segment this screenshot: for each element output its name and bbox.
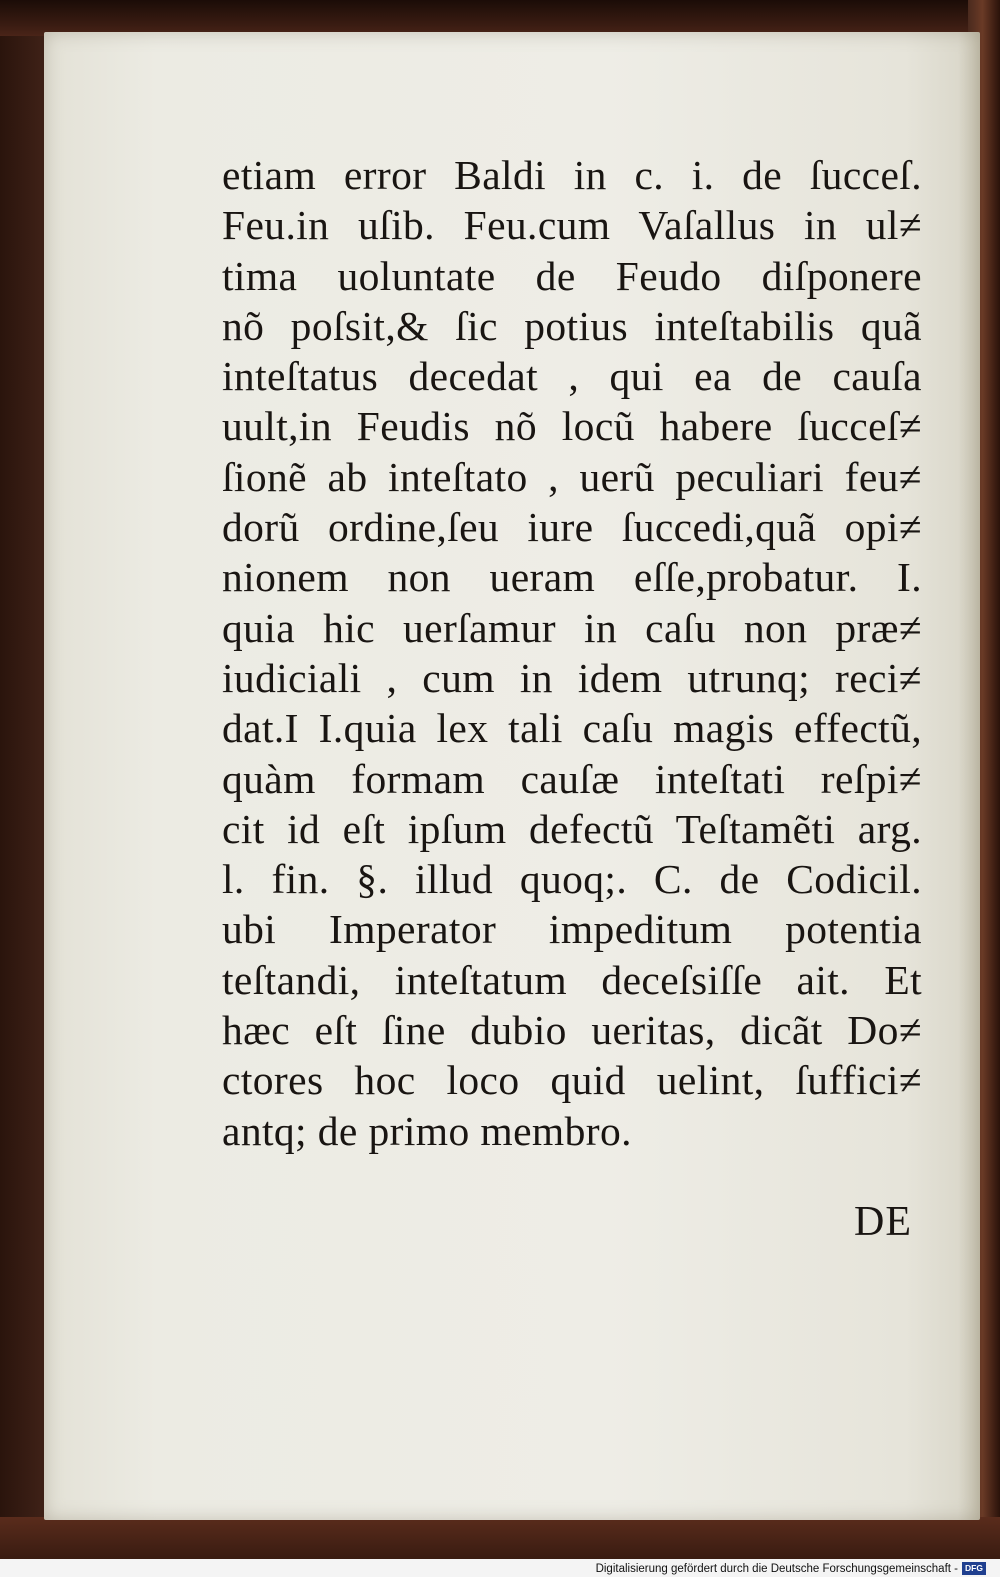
text-line: teſtandi, inteſtatum deceſsiſſe ait. Et (222, 956, 922, 1003)
text-line: inteſtatus decedat , qui ea de cauſa (222, 353, 922, 400)
text-line: nõ poſsit,& ſic potius inteſtabilis quã (222, 302, 922, 349)
text-line: quia hic uerſamur in caſu non præ≠ (222, 604, 922, 651)
binding-top-edge (0, 0, 1000, 36)
text-line: uult,in Feudis nõ locũ habere ſucceſ≠ (222, 403, 922, 450)
text-line: hæc eſt ſine dubio ueritas, dicãt Do≠ (222, 1007, 922, 1054)
digitization-footer (0, 1559, 1000, 1577)
text-line: nionem non ueram eſſe,probatur. I. (222, 554, 922, 601)
text-line: dat.I I.quia lex tali caſu magis effectũ, (222, 705, 922, 752)
text-line: tima uoluntate de Feudo diſponere (222, 252, 922, 299)
text-line: dorũ ordine,ſeu iure ſuccedi,quã opi≠ (222, 504, 922, 551)
text-line: Feu.in uſib. Feu.cum Vaſallus in ul≠ (222, 202, 922, 249)
page-edge-shadow (958, 32, 980, 1520)
text-line: ubi Imperator impeditum potentia (222, 906, 922, 953)
funding-credit: Digitalisierung gefördert durch die Deutsche Forschungsgemeinschaft - (595, 1563, 958, 1575)
text-line: quàm formam cauſæ inteſtati reſpi≠ (222, 755, 922, 802)
text-line: cit id eſt ipſum defectũ Teſtamẽti arg. (222, 805, 922, 852)
text-line: antq; de primo membro. (222, 1107, 632, 1154)
text-line: l. fin. §. illud quoq;. C. de Codicil. (222, 856, 922, 903)
dfg-logo: DFG (962, 1562, 986, 1575)
text-line: etiam error Baldi in c. i. de ſucceſ. (222, 152, 922, 198)
text-line: ſionẽ ab inteſtato , uerũ peculiari feu≠ (222, 453, 922, 500)
catchword: DE (854, 1199, 912, 1245)
body-text (222, 150, 942, 1156)
text-line: ctores hoc loco quid uelint, ſuffici≠ (222, 1057, 922, 1104)
text-line: iudiciali , cum in idem utrunq; reci≠ (222, 654, 922, 701)
